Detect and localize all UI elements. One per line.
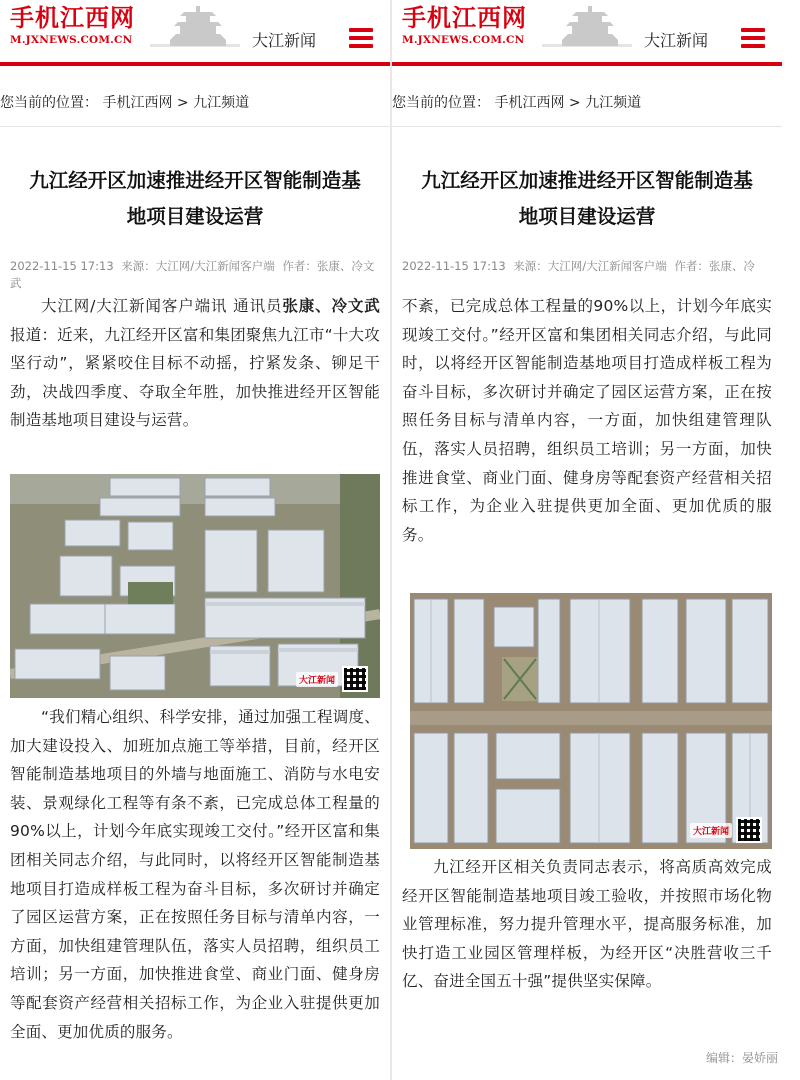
pavilion-logo-icon: [150, 4, 240, 50]
left-screenshot: [0, 0, 390, 1080]
channel-name[interactable]: 大江新闻: [644, 31, 709, 50]
article-title: [392, 163, 782, 235]
aerial-industrial-park-photo: [10, 474, 380, 698]
site-logo[interactable]: [402, 4, 537, 52]
source-label: 来源：: [513, 259, 548, 273]
source-label: 来源：: [121, 259, 156, 273]
qr-code-icon: [736, 817, 762, 843]
breadcrumb-prefix: 您当前的位置：: [0, 95, 98, 111]
channel-name[interactable]: 大江新闻: [252, 31, 317, 50]
author-name: 张康、冷文武: [10, 259, 375, 290]
header-divider: [0, 62, 390, 66]
qr-code-icon: [342, 666, 368, 692]
title-line-2: 地项目建设运营: [126, 205, 264, 228]
pavilion-logo-icon: [542, 4, 632, 50]
author-label: 作者：: [674, 259, 709, 273]
breadcrumb-divider: [0, 126, 390, 127]
photo-1-illustration: [10, 474, 380, 698]
reporter-names: 张康、冷文武: [282, 297, 380, 315]
article-paragraph-2-continued: 不紊，已完成总体工程量的90%以上，计划今年底实现竣工交付。”经开区富和集团相关同志介绍，与此同时，以将经开区智能制造基地项目打造成样板工程为奋斗目标，多次研讨并确定了园区运营方案，正在按照任务目标与清单内容，一方面，加快组建管理队伍，落实人员招聘，组织员工培训；另一方面，加快推进食堂、商业门面、健身房等配套资产经营相关招标工作，为企业入驻提供更加全面、更加优质的服务。: [402, 297, 772, 544]
article-paragraph-2: “我们精心组织、科学安排，通过加强工程调度、加大建设投入、加班加点施工等举措，目前，经开区智能制造基地项目的外墙与地面施工、消防与水电安装、景观绿化工程等有条不紊，已完成总体工程量的90%以上，计划今年底实现竣工交付。”经开区富和集团相关同志介绍，与此同时，以将经开区智能制造基地项目打造成样板工程为奋斗目标，多次研讨并确定了园区运营方案，正在按照任务目标与清单内容，一方面，加快组建管理队伍，落实人员招聘，组织员工培训；另一方面，加快推进食堂、商业门面、健身房等配套资产经营相关招标工作，为企业入驻提供更加全面、更加优质的服务。: [10, 708, 380, 1041]
site-header: [392, 0, 782, 64]
article-meta: [402, 258, 774, 276]
breadcrumb-home-link[interactable]: 手机江西网: [494, 95, 565, 111]
source-name: 大江网/大江新闻客户端: [155, 259, 275, 273]
logo-chinese-text: 手机江西网: [10, 3, 135, 32]
site-logo[interactable]: [10, 4, 145, 52]
breadcrumb-separator: >: [568, 95, 581, 111]
logo-chinese-text: 手机江西网: [402, 3, 527, 32]
aerial-factory-rows-photo: [410, 593, 772, 849]
watermark-text: 大江新闻: [690, 823, 732, 838]
right-screenshot: [392, 0, 782, 1080]
article-paragraph-1: [10, 292, 380, 435]
hamburger-menu-icon[interactable]: [349, 28, 373, 48]
breadcrumb-prefix: 您当前的位置：: [392, 95, 490, 111]
title-line-2: 地项目建设运营: [518, 205, 656, 228]
photo-1-watermark: [296, 666, 368, 692]
hamburger-menu-icon[interactable]: [741, 28, 765, 48]
photo-2-illustration: [410, 593, 772, 849]
article-meta: [10, 258, 382, 292]
publish-date: 2022-11-15 17:13: [402, 259, 506, 273]
author-name-truncated: 张康、冷: [708, 259, 755, 273]
photo-2-watermark: [690, 817, 762, 843]
source-name: 大江网/大江新闻客户端: [547, 259, 667, 273]
header-divider: [392, 62, 782, 66]
breadcrumb-channel-link[interactable]: 九江频道: [585, 95, 642, 111]
author-label: 作者：: [282, 259, 317, 273]
article-paragraph-3: 九江经开区相关负责同志表示，将高质高效完成经开区智能制造基地项目竣工验收，并按照市场化物业管理标准，努力提升管理水平，提高服务标准，加快打造工业园区管理样板，为经开区“决胜营收三千亿、奋进全国五十强”提供坚实保障。: [402, 858, 772, 991]
title-line-1: 九江经开区加速推进经开区智能制造基: [29, 169, 361, 192]
editor-credit: 编辑：晏娇丽: [706, 1051, 779, 1065]
paragraph-1-body: 报道：近来，九江经开区富和集团聚焦九江市“十大攻坚行动”，紧紧咬住目标不动摇，拧紧发条、铆足干劲，决战四季度、夺取全年胜，加快推进经开区智能制造基地项目建设与运营。: [10, 325, 380, 430]
publish-date: 2022-11-15 17:13: [10, 259, 114, 273]
breadcrumb: [0, 92, 390, 112]
article-title: [0, 163, 390, 235]
logo-domain-text: M.JXNEWS.COM.CN: [402, 34, 525, 46]
watermark-text: 大江新闻: [296, 672, 338, 687]
breadcrumb: [392, 92, 782, 112]
breadcrumb-channel-link[interactable]: 九江频道: [193, 95, 250, 111]
breadcrumb-divider: [392, 126, 782, 127]
breadcrumb-home-link[interactable]: 手机江西网: [102, 95, 173, 111]
title-line-1: 九江经开区加速推进经开区智能制造基: [421, 169, 753, 192]
logo-domain-text: M.JXNEWS.COM.CN: [10, 34, 133, 46]
paragraph-1-lead: 大江网/大江新闻客户端讯 通讯员: [41, 297, 283, 315]
site-header: [0, 0, 390, 64]
breadcrumb-separator: >: [176, 95, 189, 111]
